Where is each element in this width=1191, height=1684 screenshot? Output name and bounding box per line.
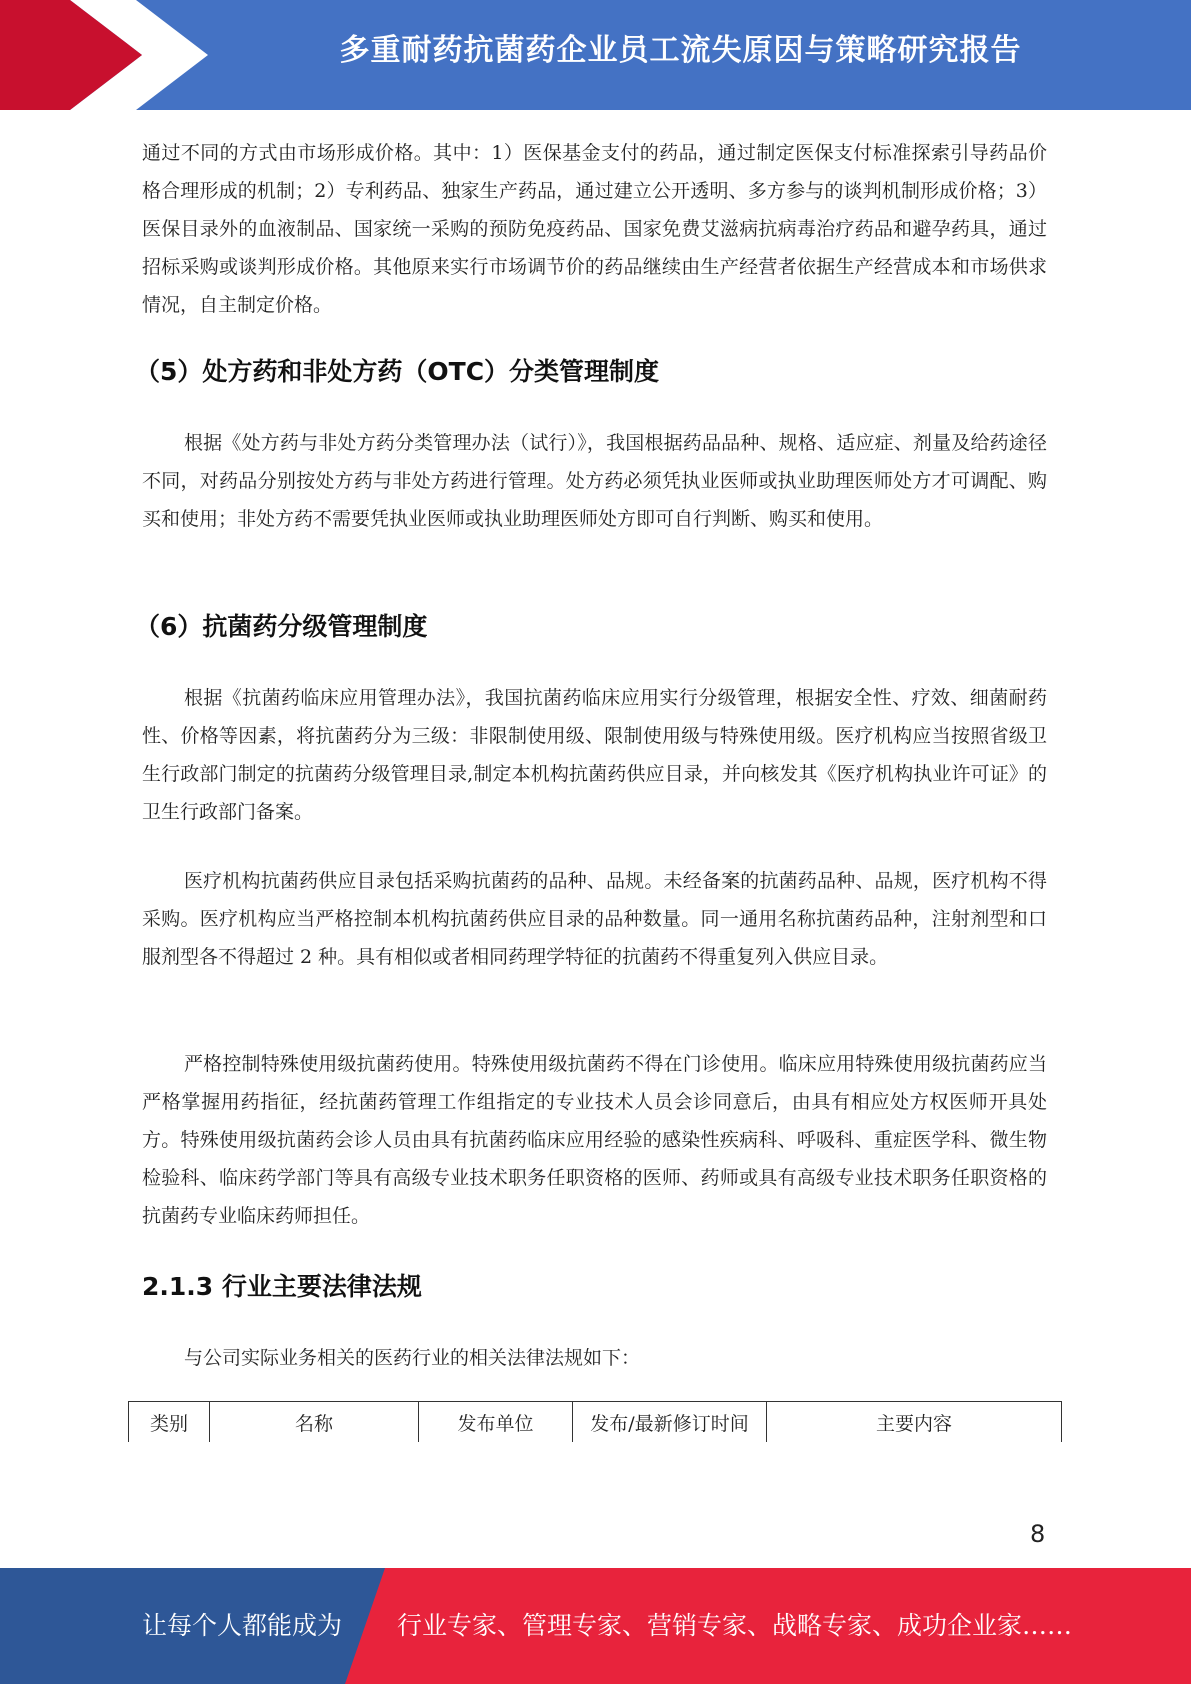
table-header-publisher: 发布单位 [419, 1402, 573, 1443]
table-header-category: 类别 [129, 1402, 210, 1443]
table-header-date: 发布/最新修订时间 [573, 1402, 767, 1443]
section-6-paragraph-1: 根据《抗菌药临床应用管理办法》，我国抗菌药临床应用实行分级管理，根据安全性、疗效、细菌耐药性、价格等因素，将抗菌药分为三级：非限制使用级、限制使用级与特殊使用级。医疗机构应当按照省级卫生行政部门制定的抗菌药分级管理目录,制定本机构抗菌药供应目录，并向核发其《医疗机构执业许可证》的卫生行政部门备案。 [142, 687, 1047, 823]
footer-slogan-right: 行业专家、管理专家、营销专家、战略专家、成功企业家…… [397, 1611, 1073, 1640]
page-number: 8 [1030, 1520, 1046, 1548]
section-5-body [142, 424, 1047, 538]
section-6-paragraph-2: 医疗机构抗菌药供应目录包括采购抗菌药的品种、品规。未经备案的抗菌药品种、品规，医疗机构不得采购。医疗机构应当严格控制本机构抗菌药供应目录的品种数量。同一通用名称抗菌药品种，注射剂型和口服剂型各不得超过 2 种。具有相似或者相同药理学特征的抗菌药不得重复列入供应目录。 [142, 870, 1047, 968]
footer-slogan-left: 让每个人都能成为 [142, 1611, 343, 1640]
footer-banner [0, 1568, 1191, 1684]
regulations-table [128, 1401, 1062, 1442]
section-2-1-3-body [142, 1339, 1047, 1377]
header-banner [0, 0, 1191, 110]
section-6-heading: （6）抗菌药分级管理制度 [135, 612, 428, 641]
section-6-paragraph-3: 严格控制特殊使用级抗菌药使用。特殊使用级抗菌药不得在门诊使用。临床应用特殊使用级抗菌药应当严格掌握用药指征，经抗菌药管理工作组指定的专业技术人员会诊同意后，由具有相应处方权医师开具处方。特殊使用级抗菌药会诊人员由具有抗菌药临床应用经验的感染性疾病科、呼吸科、重症医学科、微生物检验科、临床药学部门等具有高级专业技术职务任职资格的医师、药师或具有高级专业技术职务任职资格的抗菌药专业临床药师担任。 [142, 1053, 1047, 1227]
section-6-body-2 [142, 862, 1047, 976]
section-6-body-3 [142, 1045, 1047, 1235]
report-title: 多重耐药抗菌药企业员工流失原因与策略研究报告 [339, 33, 1022, 68]
section-5-paragraph: 根据《处方药与非处方药分类管理办法（试行）》，我国根据药品品种、规格、适应症、剂量及给药途径不同，对药品分别按处方药与非处方药进行管理。处方药必须凭执业医师或执业助理医师处方才可调配、购买和使用；非处方药不需要凭执业医师或执业助理医师处方即可自行判断、购买和使用。 [142, 432, 1047, 530]
intro-section [142, 134, 1047, 324]
section-2-1-3-heading: 2.1.3 行业主要法律法规 [142, 1272, 422, 1301]
section-2-1-3-paragraph: 与公司实际业务相关的医药行业的相关法律法规如下： [184, 1347, 641, 1369]
table-header-row [129, 1402, 1062, 1443]
table-header-content: 主要内容 [767, 1402, 1062, 1443]
intro-paragraph: 通过不同的方式由市场形成价格。其中：1）医保基金支付的药品，通过制定医保支付标准探索引导药品价格合理形成的机制；2）专利药品、独家生产药品，通过建立公开透明、多方参与的谈判机制形成价格；3）医保目录外的血液制品、国家统一采购的预防免疫药品、国家免费艾滋病抗病毒治疗药品和避孕药具，通过招标采购或谈判形成价格。其他原来实行市场调节价的药品继续由生产经营者依据生产经营成本和市场供求情况，自主制定价格。 [142, 142, 1047, 316]
section-6-body-1 [142, 679, 1047, 831]
table-header-name: 名称 [210, 1402, 419, 1443]
section-5-heading: （5）处方药和非处方药（OTC）分类管理制度 [135, 357, 660, 386]
